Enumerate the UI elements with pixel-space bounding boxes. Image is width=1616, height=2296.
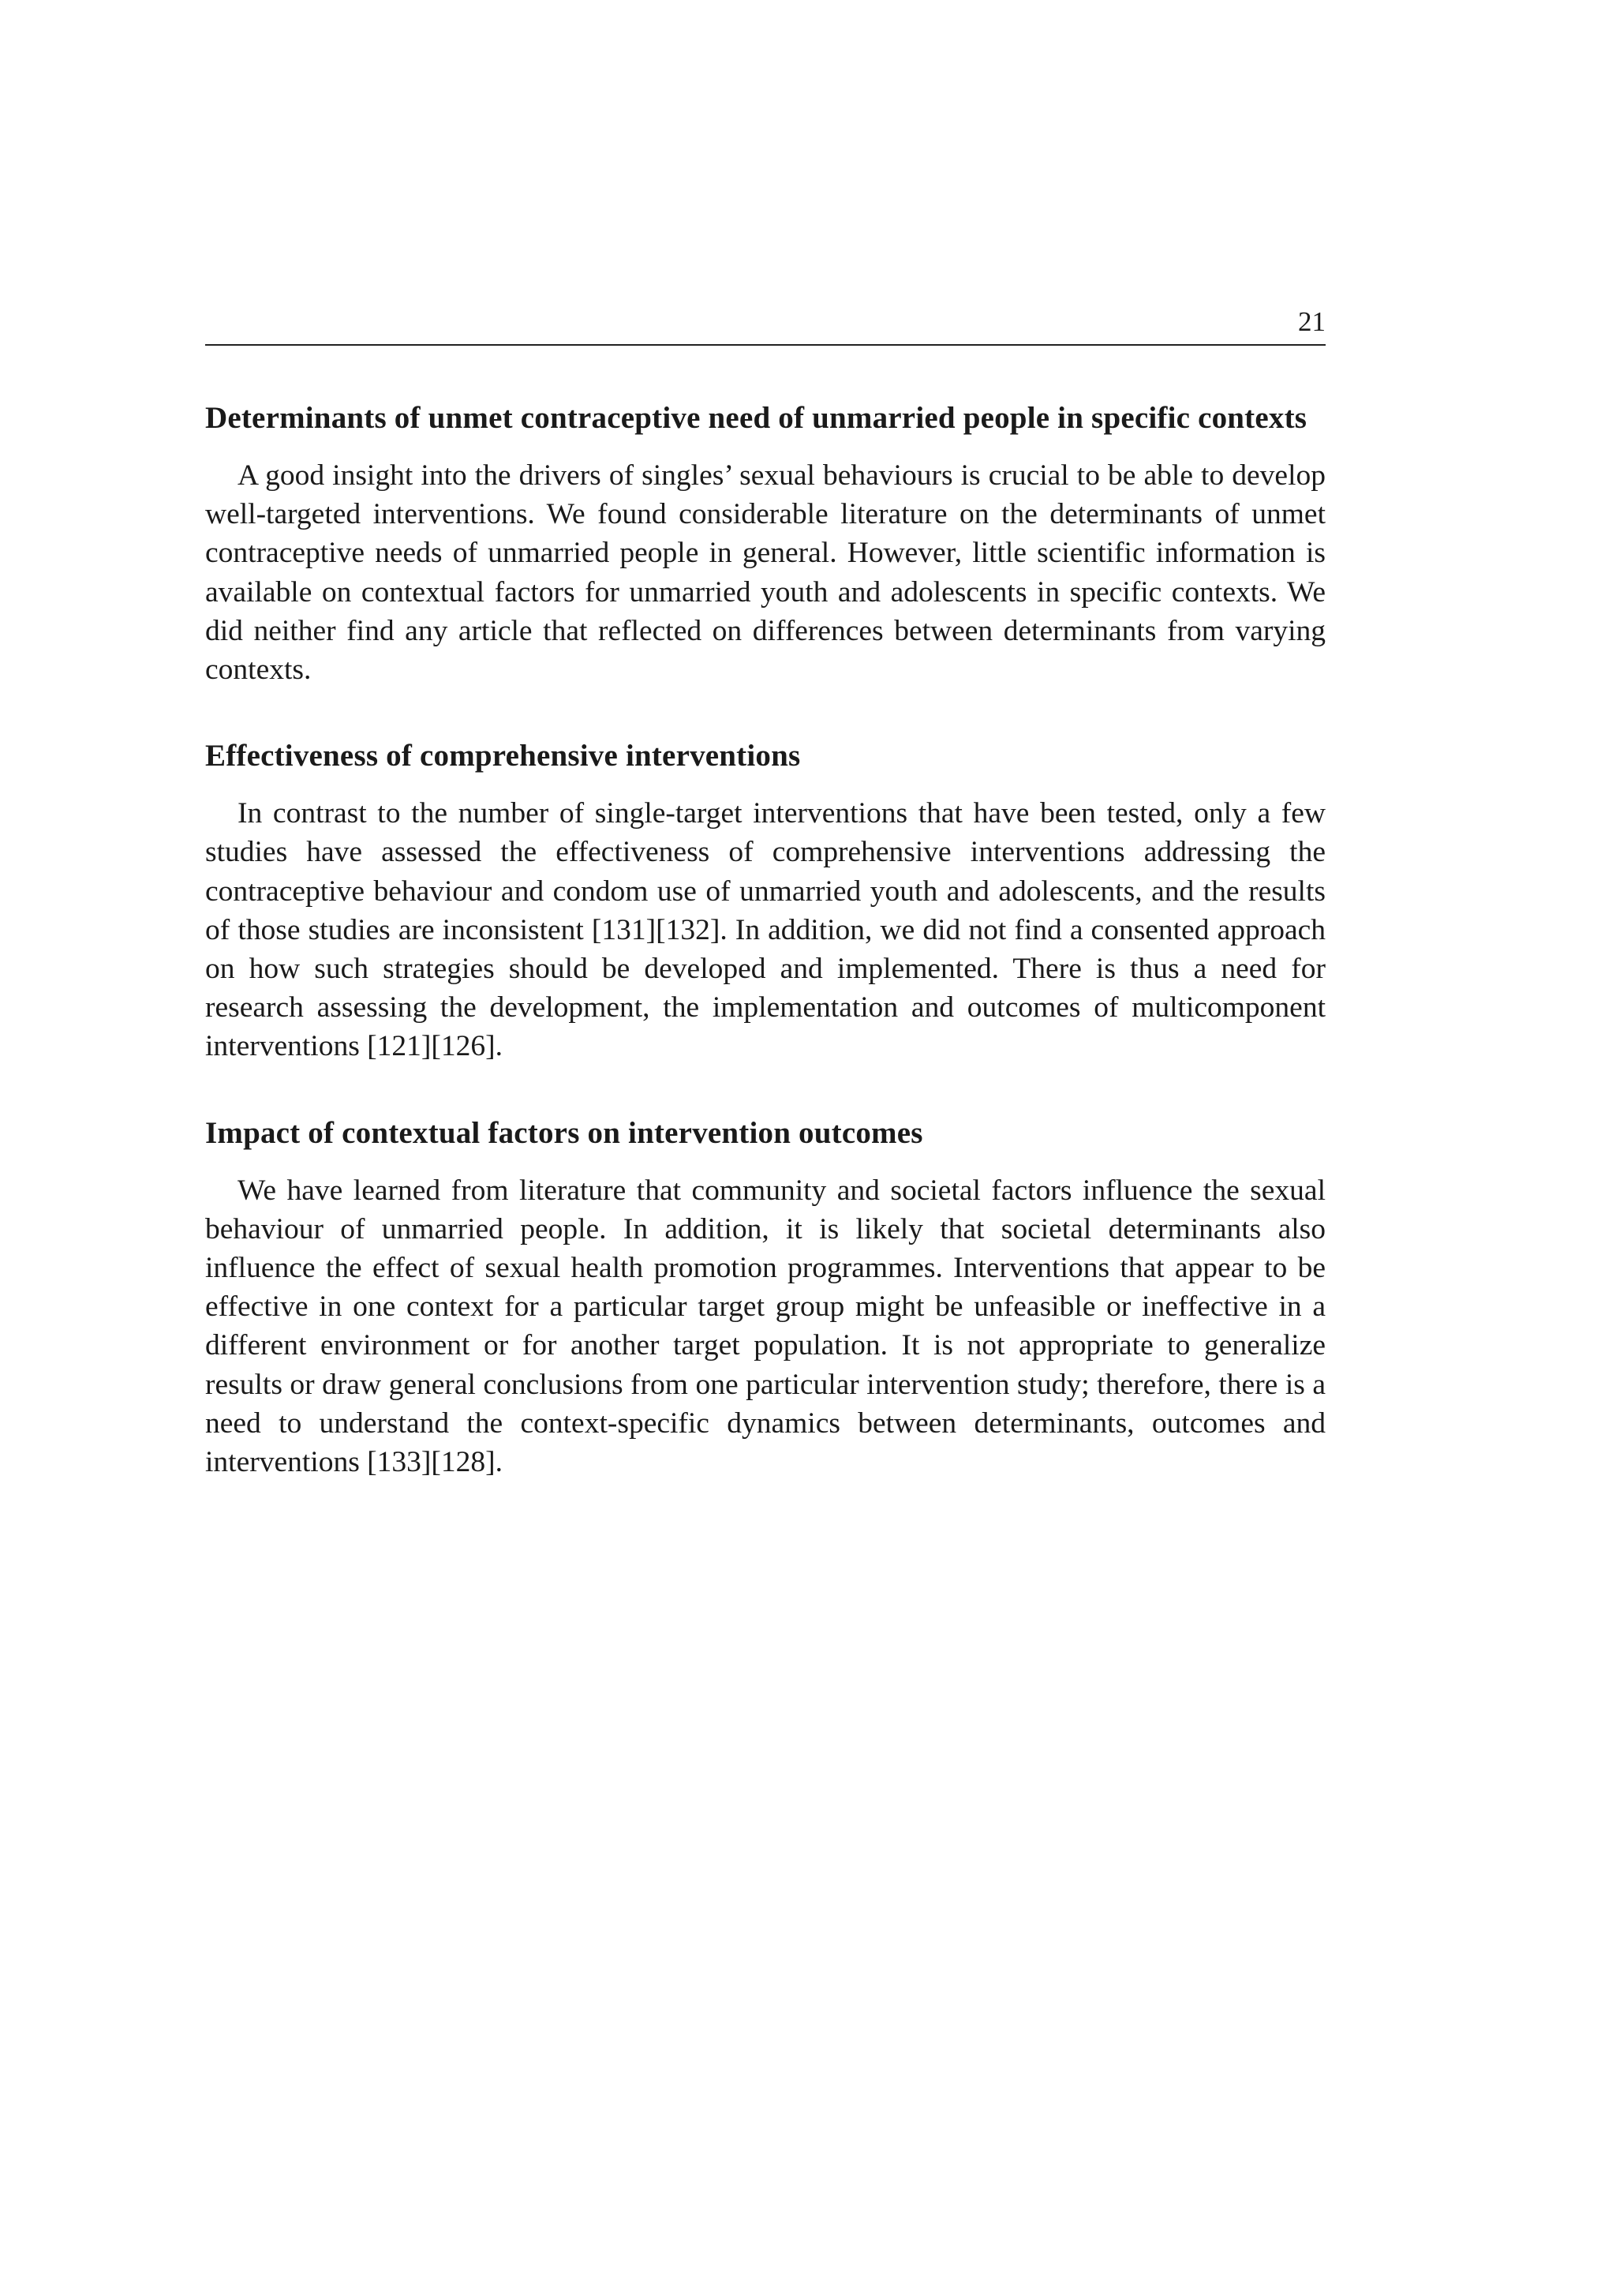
section-heading: Impact of contextual factors on intervention outcomes — [205, 1115, 923, 1150]
document-page — [205, 0, 1326, 2296]
section-effectiveness — [205, 736, 1326, 1066]
section-heading: Determinants of unmet contraceptive need of unmarried people in specific contexts — [205, 401, 1307, 435]
section-paragraph: We have learned from literature that community and societal factors influence the sexual behaviour of unmarried people. In addition, it is likely that societal determinants also influence the effect of sexual health promotion programmes. Interventions that appear to be effective in one context for a particular target group might be unfeasible or ineffective in a different environment or for another target population. It is not appropriate to generalize results or draw general conclusions from one particular intervention study; therefore, there is a need to understand the context-specific dynamics between determinants, outcomes and interventions [133][128]. — [205, 1174, 1326, 1479]
section-contextual-factors — [205, 1114, 1326, 1482]
page-content — [205, 399, 1326, 1529]
page-number: 21 — [1298, 306, 1326, 337]
section-paragraph: A good insight into the drivers of singles’ sexual behaviours is crucial to be able to develop well-targeted interventions. We found considerable literature on the determinants of unmet contraceptive needs of unmarried people in general. However, little scientific information is available on contextual factors for unmarried youth and adolescents in specific contexts. We did neither find any article that reflected on differences between determinants from varying contexts. — [205, 459, 1326, 687]
section-heading: Effectiveness of comprehensive interventions — [205, 739, 801, 773]
section-paragraph: In contrast to the number of single-target interventions that have been tested, only a few studies have assessed the effectiveness of comprehensive interventions addressing the contraceptive behaviour and condom use of unmarried youth and adolescents, and the results of those studies are inconsistent [131][132]. In addition, we did not find a consented approach on how such strategies should be developed and implemented. There is thus a need for research assessing the development, the implementation and outcomes of multicomponent interventions [121][126]. — [205, 797, 1326, 1063]
running-header — [205, 300, 1326, 346]
section-determinants — [205, 399, 1326, 689]
